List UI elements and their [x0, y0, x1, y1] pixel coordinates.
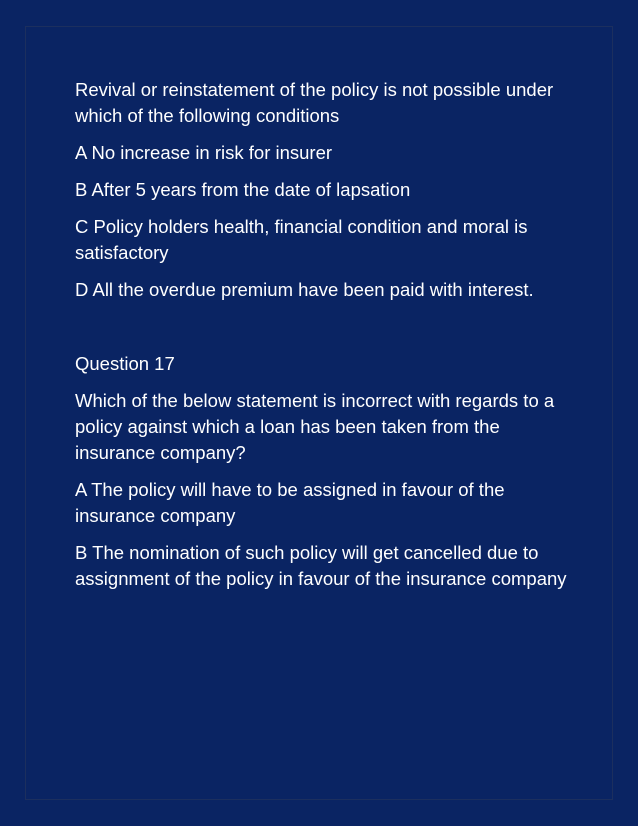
- question-17-option-b: B The nomination of such policy will get cancelled due to assignment of the policy in favour of the insurance company: [75, 542, 567, 589]
- document-body: [75, 77, 575, 603]
- question-17-stem: Which of the below statement is incorrect with regards to a policy against which a loan has been taken from the insurance company?: [75, 390, 555, 463]
- question-16-option-b: B After 5 years from the date of lapsation: [75, 179, 411, 200]
- question-17-heading: Question 17: [75, 353, 175, 374]
- question-16-option-d: D All the overdue premium have been paid with interest.: [75, 279, 534, 300]
- question-16-option-a: A No increase in risk for insurer: [75, 142, 333, 163]
- question-16-option-c: C Policy holders health, financial condition and moral is satisfactory: [75, 216, 528, 263]
- question-17-option-a: A The policy will have to be assigned in favour of the insurance company: [75, 479, 505, 526]
- question-16-stem: Revival or reinstatement of the policy is not possible under which of the following conditions: [75, 79, 554, 126]
